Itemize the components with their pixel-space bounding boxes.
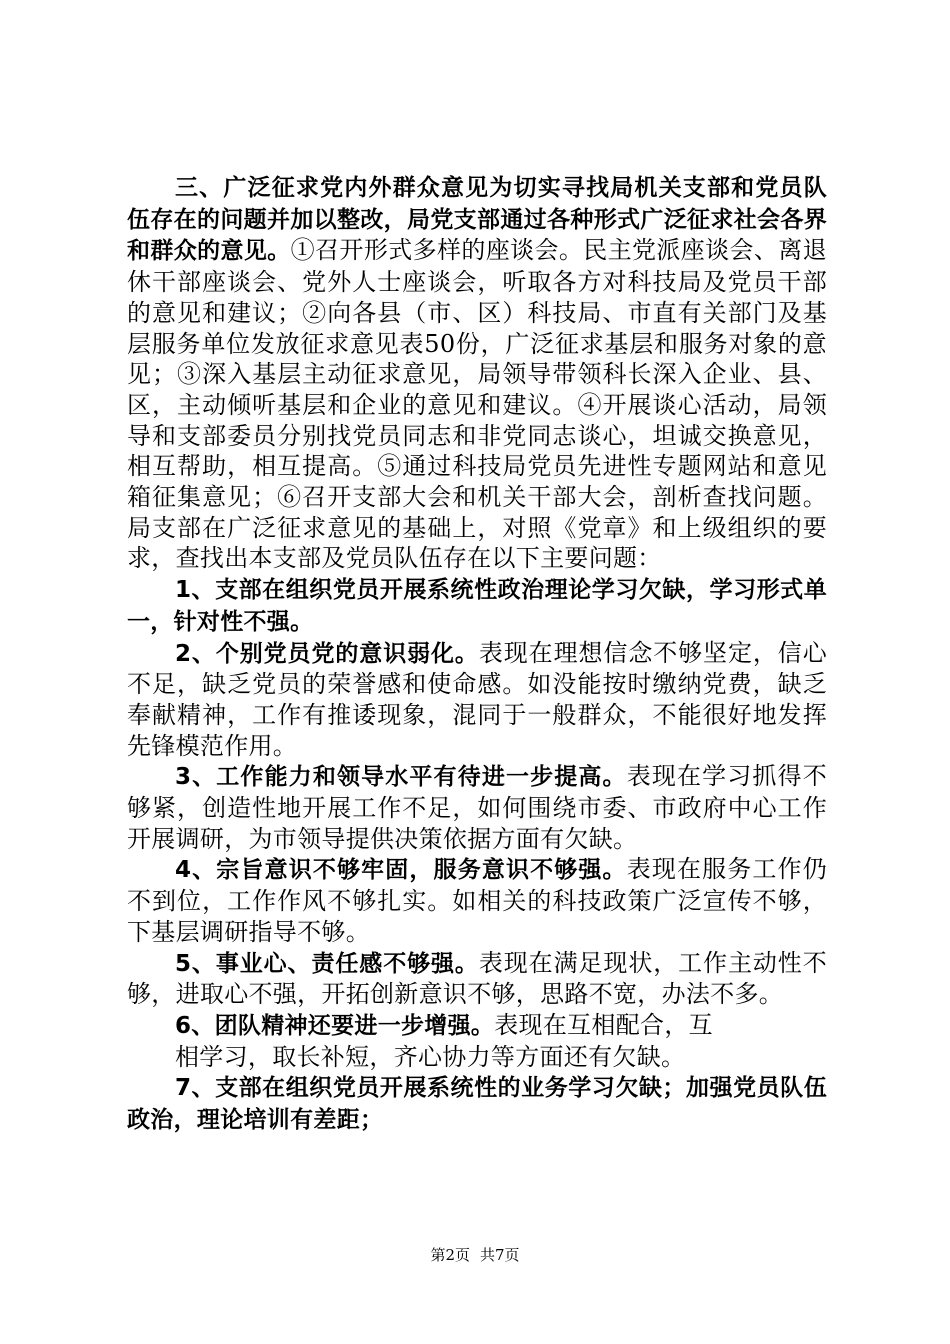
paragraph-item-4 — [127, 854, 827, 947]
paragraph-item-3 — [127, 761, 827, 854]
page-number: 第2页 — [430, 1246, 470, 1264]
page-footer — [0, 1244, 950, 1265]
paragraph-item-7 — [127, 1072, 827, 1135]
document-body — [127, 172, 827, 1136]
paragraph-item-5 — [127, 948, 827, 1010]
paragraph-lead: 7、支部在组织党员开展系统性的业务学习欠缺；加强党员队伍政治，理论培训有差距； — [127, 1075, 827, 1134]
paragraph-text: 表现在服务工作仍不到位，工作作风不够扎实。如相关的科技政策广泛宣传不够，下基层调研指导不够。 — [127, 855, 827, 946]
paragraph-text: 表现在学习抓得不够紧，创造性地开展工作不足，如何围绕市委、市政府中心工作开展调研，为市领导提供决策依据方面有欠缺。 — [127, 762, 827, 853]
paragraph-item-1 — [127, 574, 827, 637]
paragraph-item-6-continued — [127, 1042, 827, 1073]
paragraph-lead: 1、支部在组织党员开展系统性政治理论学习欠缺，学习形式单一，针对性不强。 — [127, 577, 827, 635]
paragraph-lead: 4、宗旨意识不够牢固，服务意识不够强。 — [175, 857, 627, 884]
paragraph-text: 表现在满足现状，工作主动性不够，进取心不强，开拓创新意识不够，思路不宽，办法不多。 — [127, 948, 828, 1009]
paragraph-lead: 2、个别党员党的意识弱化。 — [175, 640, 479, 667]
paragraph-item-2 — [127, 638, 827, 762]
paragraph-item-6 — [127, 1010, 827, 1042]
paragraph-text: 表现在互相配合，互 — [494, 1010, 713, 1039]
paragraph-lead: 三、广泛征求党内外群众意见为切实寻找局机关支部和党员队伍存在的问题并加以整改，局党支部通过各种形式广泛征求社会各界和群众的意见。 — [127, 175, 827, 265]
paragraph-text: 相学习，取长补短，齐心协力等方面还有欠缺。 — [175, 1042, 686, 1071]
paragraph-lead: 5、事业心、责任感不够强。 — [175, 950, 479, 977]
paragraph-lead: 6、团队精神还要进一步增强。 — [175, 1012, 495, 1039]
paragraph-text: ①召开形式多样的座谈会。民主党派座谈会、离退休干部座谈会、党外人士座谈会，听取各方对科技局及党员干部的意见和建议；②向各县（市、区）科技局、市直有关部门及基层服务单位发放征求意见表50份，广泛征求基层和服务对象的意见；③深入基层主动征求意见，局领导带领科长深入企业、县、区，主动倾听基层和企业的意见和建议。④开展谈心活动，局领导和支部委员分别找党员同志和非党同志谈心，坦诚交换意见，相互帮助，相互提高。⑤通过科技局党员先进性专题网站和意见箱征集意见；⑥召开支部大会和机关干部大会，剖析查找问题。局支部在广泛征求意见的基础上，对照《党章》和上级组织的要求，查找出本支部及党员队伍存在以下主要问题： — [127, 236, 827, 573]
paragraph-lead: 3、工作能力和领导水平有待进一步提高。 — [175, 764, 627, 791]
paragraph-text: 表现在理想信念不够坚定，信心不足，缺乏党员的荣誉感和使命感。如没能按时缴纳党费，缺乏奉献精神，工作有推诿现象，混同于一般群众，不能很好地发挥先锋模范作用。 — [127, 638, 828, 760]
page-total: 共7页 — [480, 1246, 520, 1264]
paragraph-intro — [127, 172, 827, 574]
